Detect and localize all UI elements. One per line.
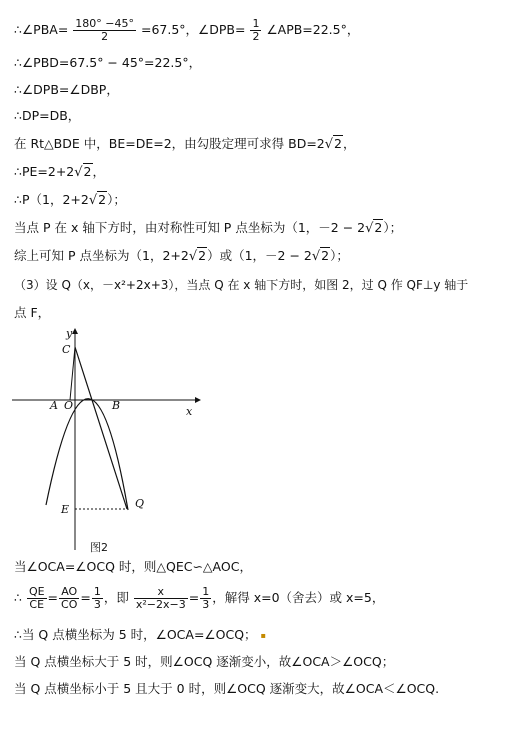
fraction-denominator: 3 <box>202 598 210 611</box>
line5-text-post: ， <box>343 136 356 151</box>
solution-line-1 <box>14 18 359 43</box>
solution-line-8 <box>14 220 402 237</box>
equals-sign: = <box>188 590 200 605</box>
fraction-numerator: 1 <box>93 585 101 598</box>
line7-text-pre: ∴P（1，2+2 <box>14 192 89 207</box>
point-label-o: O <box>64 399 74 412</box>
solution-line-16: 当 Q 点横坐标小于 5 且大于 0 时，则∠OCQ 逐渐变大，故∠OCA＜∠OCQ. <box>14 681 440 696</box>
line9-text-post: ）； <box>330 248 349 263</box>
radicand: 2 <box>334 136 342 151</box>
point-label-e: E <box>61 503 70 516</box>
x-axis-label: x <box>186 405 193 418</box>
line1-text-post: ∠APB=22.5°， <box>266 22 360 37</box>
point-label-q: Q <box>135 497 145 510</box>
radicand: 2 <box>374 220 383 235</box>
fraction-x-polynomial <box>134 586 188 611</box>
radicand: 2 <box>83 164 92 179</box>
solution-line-14 <box>14 627 266 644</box>
solution-line-11: 点 F， <box>14 305 51 320</box>
sqrt-symbol: √2 <box>74 164 92 180</box>
equals-sign: = <box>80 590 91 605</box>
parabola-curve <box>46 399 128 510</box>
solution-line-12: 当∠OCA=∠OCQ 时，则△QEC∽△AOC， <box>14 559 252 574</box>
point-label-c: C <box>62 343 71 356</box>
line7-text-post: ）； <box>107 192 126 207</box>
fraction-numerator: 1 <box>252 17 260 30</box>
line9-text-pre: 综上可知 P 点坐标为（1，2+2 <box>14 248 189 263</box>
sqrt-symbol: √2 <box>324 136 342 152</box>
stray-mark-icon: ▪ <box>260 630 266 640</box>
figure-caption: 图2 <box>90 541 108 554</box>
fraction-denominator: CO <box>61 598 78 611</box>
line9-text-mid: ）或（1，－2 − 2 <box>207 248 312 263</box>
solution-line-9 <box>14 248 349 265</box>
line13-text-post: ，解得 x=0（舍去）或 x=5， <box>212 590 385 605</box>
fraction-denominator: 2 <box>101 30 109 43</box>
line1-text-pre: ∴∠PBA= <box>14 22 69 37</box>
line6-text-post: ， <box>92 164 106 179</box>
fraction-one-third <box>92 586 103 611</box>
solution-line-15: 当 Q 点横坐标大于 5 时，则∠OCQ 逐渐变小，故∠OCA＞∠OCQ； <box>14 654 395 669</box>
fraction-denominator: 3 <box>93 598 101 611</box>
fraction-denominator: x²−2x−3 <box>135 598 186 611</box>
figure-2-parabola <box>10 325 210 557</box>
fraction-one-third <box>200 586 211 611</box>
fraction-numerator: QE <box>28 585 45 598</box>
solution-line-2: ∴∠PBD=67.5° − 45°=22.5°， <box>14 55 202 70</box>
line1-text-mid: =67.5°，∠DPB= <box>140 22 246 37</box>
sqrt-symbol: √2 <box>365 220 383 236</box>
sqrt-symbol: √2 <box>311 248 330 264</box>
fraction-numerator: 1 <box>202 585 210 598</box>
solution-line-13 <box>14 586 384 611</box>
solution-line-3: ∴∠DPB=∠DBP， <box>14 82 119 97</box>
line5-text-pre: 在 Rt△BDE 中，BE=DE=2，由勾股定理可求得 BD=2 <box>14 136 325 151</box>
fraction-numerator: 180° −45° <box>75 17 134 30</box>
segment-cq <box>75 347 127 509</box>
radicand: 2 <box>321 248 330 263</box>
line14-text: ∴当 Q 点横坐标为 5 时，∠OCA=∠OCQ； <box>14 627 257 642</box>
solution-line-10: （3）设 Q（x，－x²+2x+3），当点 Q 在 x 轴下方时，如图 2，过 Q 作 QF⊥y 轴于 <box>14 278 469 292</box>
solution-line-7 <box>14 192 126 209</box>
line13-text-mid: ，即 <box>103 590 129 605</box>
sqrt-symbol: √2 <box>88 192 107 208</box>
fraction-numerator: x <box>134 586 188 599</box>
segment-ac <box>70 347 75 400</box>
fraction-denominator: CE <box>29 598 45 611</box>
solution-line-5 <box>14 136 356 153</box>
line8-text-pre: 当点 P 在 x 轴下方时，由对称性可知 P 点坐标为（1，－2 − 2 <box>14 220 366 235</box>
line6-text-pre: ∴PE=2+2 <box>14 164 75 179</box>
radicand: 2 <box>98 192 107 207</box>
fraction-ao-co <box>59 586 79 611</box>
point-label-b: B <box>112 399 121 412</box>
fraction-half <box>250 18 261 43</box>
sqrt-symbol: √2 <box>188 248 207 264</box>
equals-sign: = <box>47 590 59 605</box>
line8-text-post: ）； <box>383 220 403 235</box>
radicand: 2 <box>198 248 207 263</box>
y-axis-label: y <box>66 327 73 340</box>
fraction-qe-ce <box>27 586 47 611</box>
solution-line-4: ∴DP=DB， <box>14 108 81 123</box>
point-label-a: A <box>50 399 58 412</box>
line13-text-pre: ∴ <box>14 590 22 605</box>
fraction-angle-sum <box>73 18 136 43</box>
fraction-numerator: AO <box>59 586 79 599</box>
fraction-denominator: 2 <box>252 30 260 43</box>
solution-line-6 <box>14 164 105 181</box>
